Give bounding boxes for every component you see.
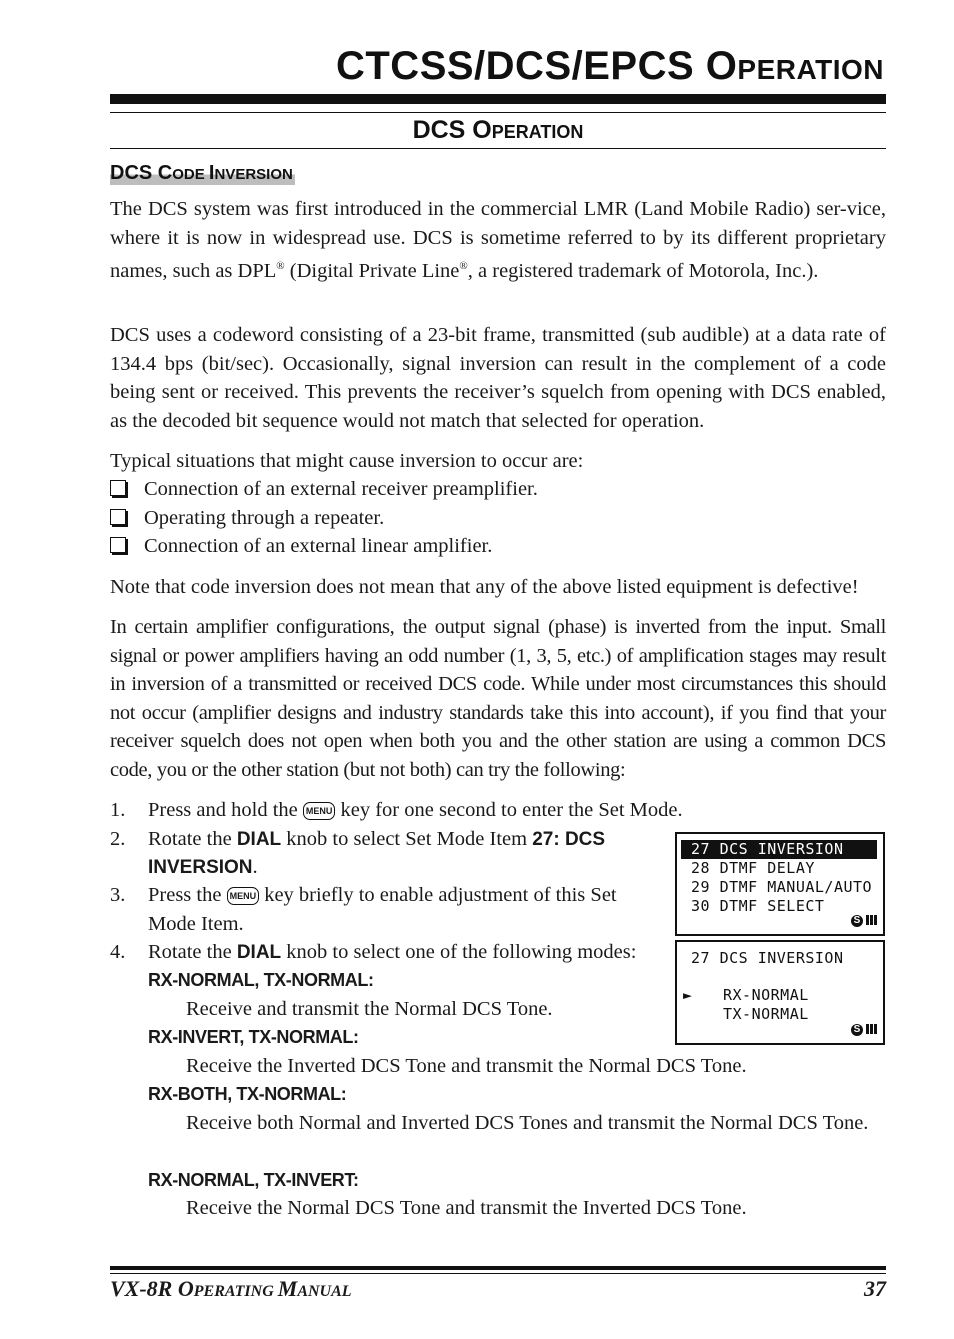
lcd-line-selected: 27 DCS INVERSION	[681, 840, 877, 859]
checkbox-icon	[110, 480, 126, 496]
checkbox-icon	[110, 537, 126, 553]
section-rule-bottom	[110, 148, 886, 149]
step-2-continued: INVERSION.	[148, 856, 258, 878]
mode-label: RX-NORMAL, TX-NORMAL:	[148, 970, 374, 990]
paragraph-note: Note that code inversion does not mean that any of the above listed equipment is defective!	[110, 576, 859, 598]
mode-description: Receive the Normal DCS Tone and transmit the Inverted DCS Tone.	[186, 1197, 747, 1219]
section-rule-top	[110, 112, 886, 113]
lcd-line: RX-NORMAL	[723, 986, 809, 1004]
list-item: Connection of an external linear amplifier.	[110, 532, 492, 561]
mode-description: Receive both Normal and Inverted DCS Tones and transmit the Normal DCS Tone.	[186, 1112, 869, 1134]
subsection-title: DCS CODE INVERSION	[110, 162, 293, 184]
paragraph-situations: Typical situations that might cause inversion to occur are:	[110, 450, 584, 472]
mode-label: RX-NORMAL, TX-INVERT:	[148, 1170, 359, 1190]
step-number: 1.	[110, 799, 126, 821]
lcd-display-menu-list	[675, 832, 885, 936]
signal-meter-icon: S	[851, 915, 877, 928]
checkbox-icon	[110, 509, 126, 525]
step-number: 4.	[110, 941, 126, 963]
mode-label: RX-BOTH, TX-NORMAL:	[148, 1084, 347, 1104]
menu-key-icon: MENU	[303, 802, 336, 820]
mode-label: RX-INVERT, TX-NORMAL:	[148, 1027, 359, 1047]
footer-rule-thin	[110, 1273, 886, 1274]
step-4: Rotate the DIAL knob to select one of the following modes:	[148, 941, 637, 963]
signal-meter-icon: S	[851, 1024, 877, 1037]
step-3-continued: Mode Item.	[148, 913, 244, 935]
paragraph-amplifier: In certain amplifier configurations, the output signal (phase) is inverted from the input. Small signal or power amplifiers having an odd number (1, 3, 5, etc.) of amplification stages may result in inversion of a transmitted or received DCS code. While under most circumstances this should not occur (amplifier designs and industry standards take this into account), if you find that your receiver squelch does not open when both you and the other station are using a common DCS code, you or the other station (but not both) can try the following:	[110, 616, 886, 781]
page-title: CTCSS/DCS/EPCS OPERATION	[335, 44, 884, 88]
footer-manual-title: VX-8R OPERATING MANUAL	[110, 1276, 352, 1301]
footer-rule	[110, 1266, 886, 1270]
paragraph-codeword: DCS uses a codeword consisting of a 23-bit frame, transmitted (sub audible) at a data rate of 134.4 bps (bit/sec). Occasionally, signal inversion can result in the complement of a code being sent or received. This prevents the receiver’s squelch from opening with DCS enabled, as the decoded bit sequence would not match that selected for operation.	[110, 324, 886, 432]
step-3: Press the MENU key briefly to enable adjustment of this Set	[148, 884, 617, 906]
step-2: Rotate the DIAL knob to select Set Mode Item 27: DCS	[148, 828, 606, 850]
list-item: Connection of an external receiver preamplifier.	[110, 475, 538, 504]
lcd-line: 27 DCS INVERSION	[691, 949, 844, 967]
step-1: Press and hold the MENU key for one second to enter the Set Mode.	[148, 799, 683, 821]
arrow-right-icon: ►	[683, 986, 693, 1004]
page-number: 37	[864, 1276, 886, 1301]
header-rule	[110, 94, 886, 104]
lcd-line: TX-NORMAL	[723, 1005, 809, 1023]
lcd-line: 30 DTMF SELECT	[691, 897, 825, 915]
lcd-line: 28 DTMF DELAY	[691, 859, 815, 877]
step-number: 2.	[110, 828, 126, 850]
menu-key-icon: MENU	[227, 887, 260, 905]
mode-description: Receive the Inverted DCS Tone and transmit the Normal DCS Tone.	[186, 1055, 747, 1077]
step-number: 3.	[110, 884, 126, 906]
lcd-line: 29 DTMF MANUAL/AUTO	[691, 878, 873, 896]
paragraph-intro: The DCS system was first introduced in the commercial LMR (Land Mobile Radio) ser-vice, where it is now in widespread use. DCS is sometime referred to by its different proprietary names, such as DPL® (Digital Private Line®, a registered trademark of Motorola, Inc.).	[110, 198, 886, 282]
mode-description: Receive and transmit the Normal DCS Tone.	[186, 998, 553, 1020]
section-title: DCS OPERATION	[412, 116, 584, 144]
lcd-display-setting	[675, 940, 885, 1045]
list-item: Operating through a repeater.	[110, 504, 384, 533]
